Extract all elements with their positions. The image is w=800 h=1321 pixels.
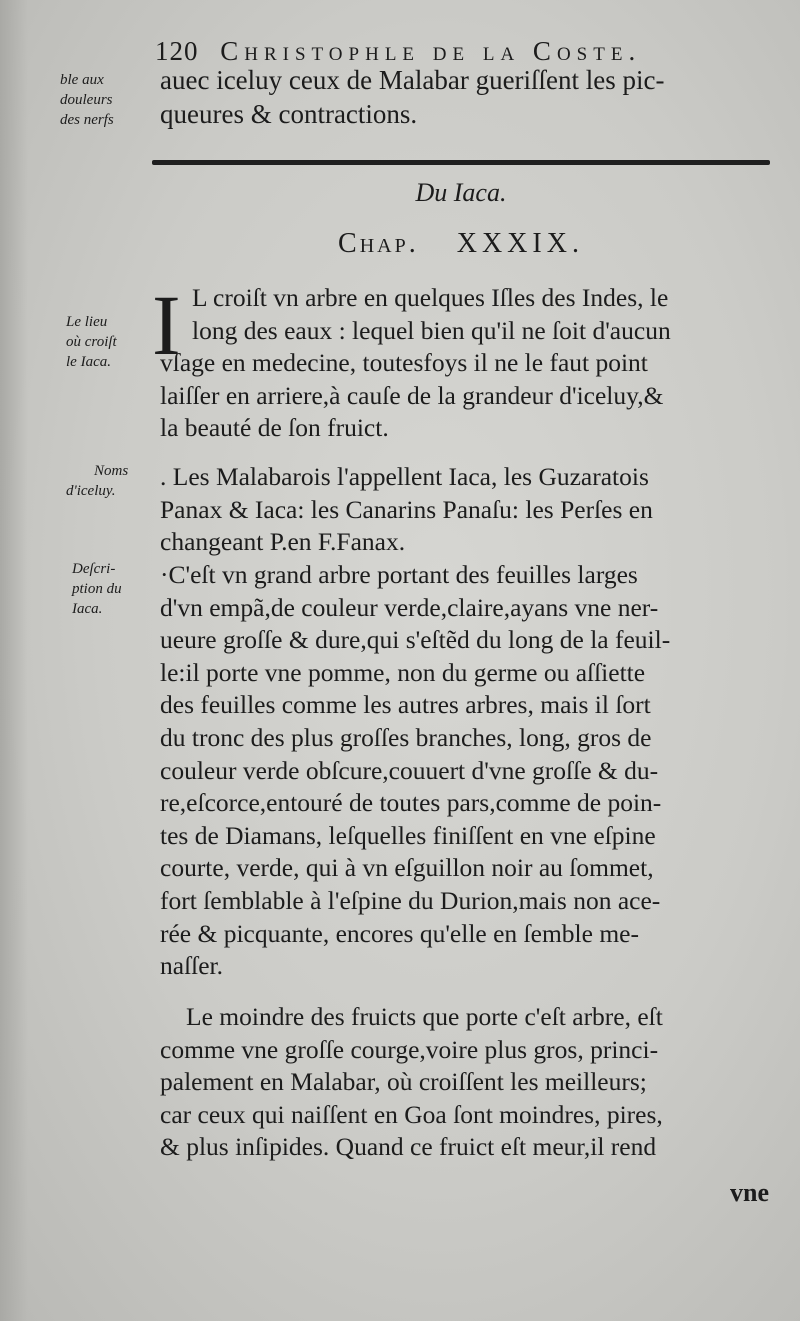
paragraph-noms xyxy=(160,461,780,559)
text-line: laiſſer en arriere,à cauſe de la grandeur d'iceluy,& xyxy=(160,380,664,410)
margin-note-description xyxy=(72,559,172,619)
margin-note-lieu xyxy=(66,312,166,372)
margin-note-line: douleurs xyxy=(60,92,113,108)
text-line: tes de Diamans, leſquelles finiſſent en vne eſpine xyxy=(160,820,656,850)
text-line: du tronc des plus groſſes branches, long, gros de xyxy=(160,722,652,752)
page-number: 120 xyxy=(155,36,199,66)
margin-note-line: des nerfs xyxy=(60,112,114,128)
text-line: fort ſemblable à l'eſpine du Durion,mais non ace- xyxy=(160,885,661,915)
text-line: naſſer. xyxy=(160,951,224,981)
text-line: long des eaux : lequel bien qu'il ne ſoit d'aucun xyxy=(192,315,671,345)
chapter-label: Chap. xyxy=(338,228,419,259)
section-rule xyxy=(152,160,770,165)
text-line: changeant P.en F.Fanax. xyxy=(160,527,406,557)
margin-note-line: Le lieu xyxy=(66,314,108,330)
paragraph-description xyxy=(160,559,780,983)
text-line: courte, verde, qui à vn eſguillon noir au ſommet, xyxy=(160,853,654,883)
margin-note-line: le Iaca. xyxy=(66,354,111,370)
drop-cap: I xyxy=(152,277,181,373)
text-line: . Les Malabarois l'appellent Iaca, les Guzaratois xyxy=(160,462,649,491)
text-line: ·C'eſt vn grand arbre portant des feuilles larges xyxy=(160,560,638,589)
text-line: ueure groſſe & dure,qui s'eſtẽd du long de la feuil- xyxy=(160,625,671,655)
text-line: d'vn empã,de couleur verde,claire,ayans vne ner- xyxy=(160,592,659,622)
margin-note-line: d'iceluy. xyxy=(66,483,116,499)
text-line: L croiſt vn arbre en quelques Iſles des Indes, le xyxy=(192,283,669,312)
text-line: & plus inſipides. Quand ce fruict eſt meur,il rend xyxy=(160,1132,657,1162)
running-title: Christophle de la Coste. xyxy=(220,36,642,66)
text-line: auec iceluy ceux de Malabar gueriſſent les pic- xyxy=(160,65,665,95)
text-line: le:il porte vne pomme, non du germe ou aſſiette xyxy=(160,657,646,687)
text-line: comme vne groſſe courge,voire plus gros, princi- xyxy=(160,1034,659,1064)
margin-note-nerves xyxy=(60,70,160,130)
catchword: vne xyxy=(730,1178,769,1207)
text-line: re,eſcorce,entouré de toutes pars,comme de poin- xyxy=(160,788,662,818)
paragraph-fruit xyxy=(160,1001,780,1164)
margin-note-line: Noms xyxy=(94,463,129,479)
text-line: car ceux qui naiſſent en Goa ſont moindres, pires, xyxy=(160,1099,663,1129)
chapter-heading xyxy=(152,228,770,260)
section-title: Du Iaca. xyxy=(415,178,507,207)
margin-note-noms xyxy=(66,461,166,501)
text-line: des feuilles comme les autres arbres, mais il ſort xyxy=(160,690,651,720)
margin-note-line: où croiſt xyxy=(66,334,117,350)
text-line: la beauté de ſon fruict. xyxy=(160,413,389,443)
margin-note-line: ble aux xyxy=(60,72,104,88)
text-line: vſage en medecine, toutesfoys il ne le faut point xyxy=(160,348,648,378)
gutter-shadow xyxy=(0,0,28,1321)
text-line: Panax & Iaca: les Canarins Panaſu: les Perſes en xyxy=(160,494,653,524)
text-line: couleur verde obſcure,couuert d'vne groſſe & du- xyxy=(160,755,659,785)
margin-note-line: Iaca. xyxy=(72,601,103,617)
text-line: palement en Malabar, où croiſſent les meilleurs; xyxy=(160,1067,647,1097)
margin-note-line: Deſcri- xyxy=(72,561,116,577)
chapter-number: XXXIX. xyxy=(456,228,584,259)
text-line: rée & picquante, encores qu'elle en ſemble me- xyxy=(160,918,639,948)
margin-note-line: ption du xyxy=(72,581,122,597)
continued-paragraph xyxy=(160,63,780,131)
paragraph-lieu xyxy=(160,282,782,445)
text-line: Le moindre des fruicts que porte c'eſt arbre, eſt xyxy=(186,1002,663,1031)
text-line: queures & contractions. xyxy=(160,99,418,129)
